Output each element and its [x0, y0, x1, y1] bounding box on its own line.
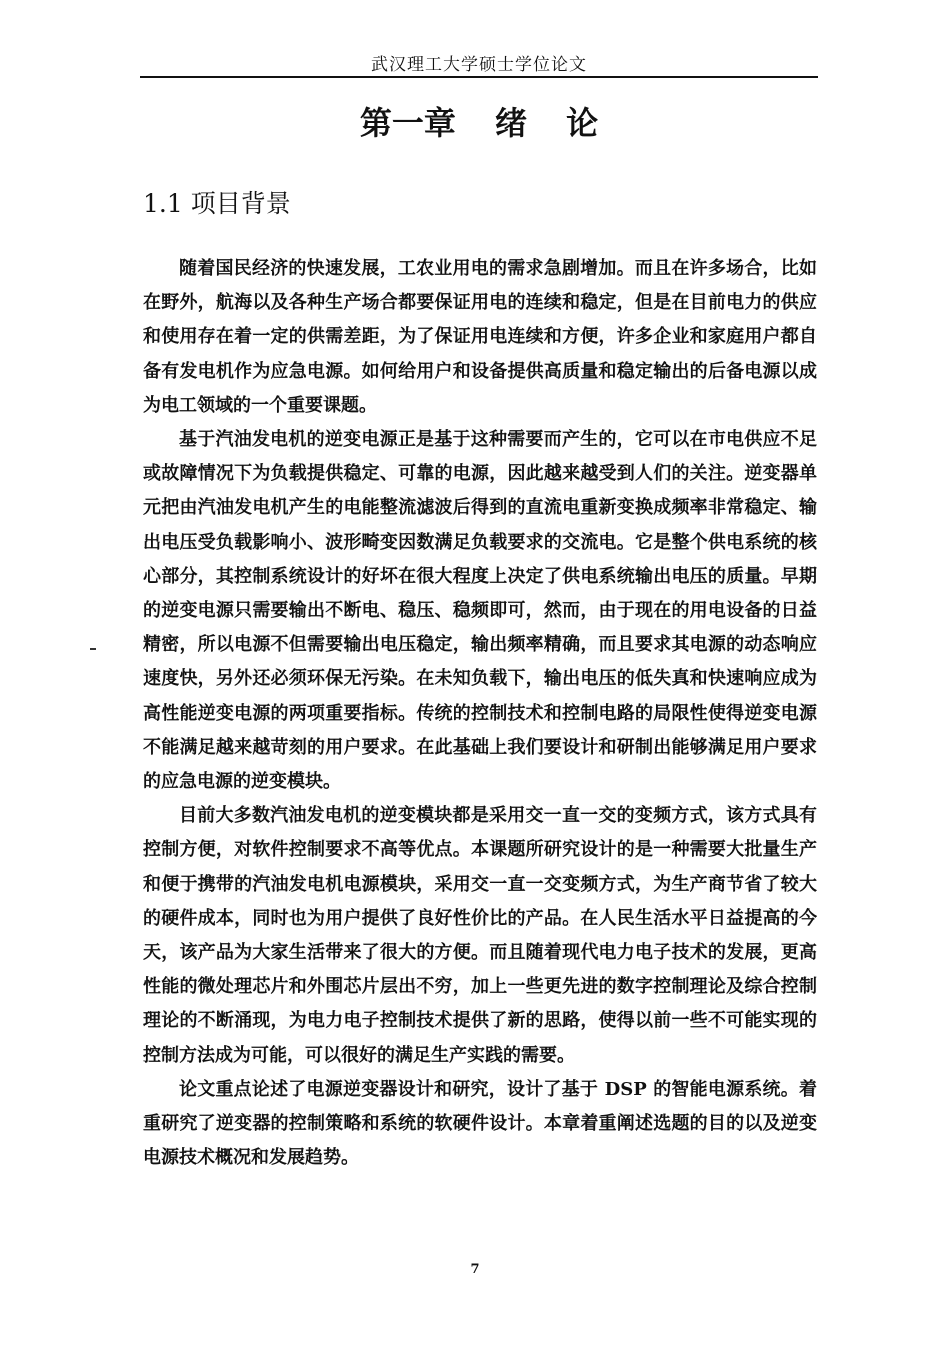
- paragraph: 基于汽油发电机的逆变电源正是基于这种需要而产生的，它可以在市电供应不足或故障情况下为负载提供稳定、可靠的电源，因此越来越受到人们的关注。逆变器单元把由汽油发电机产生的电能整流滤波后得到的直流电重新变换成频率非常稳定、输出电压受负载影响小、波形畸变因数满足负载要求的交流电。它是整个供电系统的核心部分，其控制系统设计的好坏在很大程度上决定了供电系统输出电压的质量。早期的逆变电源只需要输出不断电、稳压、稳频即可，然而，由于现在的用电设备的日益精密，所以电源不但需要输出电压稳定，输出频率精确，而且要求其电源的动态响应速度快，另外还必须环保无污染。在未知负载下，输出电压的低失真和快速响应成为高性能逆变电源的两项重要指标。传统的控制技术和控制电路的局限性使得逆变电源不能满足越来越苛刻的用户要求。在此基础上我们要设计和研制出能够满足用户要求的应急电源的逆变模块。: [143, 429, 817, 793]
- chapter-title: 第一章 绪 论: [359, 104, 599, 142]
- header-rule: [140, 76, 818, 78]
- paragraph: 目前大多数汽油发电机的逆变模块都是采用交一直一交的变频方式，该方式具有控制方便，对软件控制要求不高等优点。本课题所研究设计的是一种需要大批量生产和便于携带的汽油发电机电源模块，采用交一直一交变频方式，为生产商节省了较大的硬件成本，同时也为用户提供了良好性价比的产品。在人民生活水平日益提高的今天，该产品为大家生活带来了很大的方便。而且随着现代电力电子技术的发展，更高性能的微处理芯片和外围芯片层出不穷，加上一些更先进的数字控制理论及综合控制理论的不断涌现，为电力电子控制技术提供了新的思路，使得以前一些不可能实现的控制方法成为可能，可以很好的满足生产实践的需要。: [143, 805, 817, 1066]
- paragraph: 随着国民经济的快速发展，工农业用电的需求急剧增加。而且在许多场合，比如在野外，航海以及各种生产场合都要保证用电的连续和稳定，但是在目前电力的供应和使用存在着一定的供需差距，为了保证用电连续和方便，许多企业和家庭用户都自备有发电机作为应急电源。如何给用户和设备提供高质量和稳定输出的后备电源以成为电工领域的一个重要课题。: [143, 258, 817, 416]
- margin-mark: [90, 648, 96, 650]
- section-heading: 1.1 项目背景: [143, 189, 291, 218]
- page-number: 7: [470, 1262, 480, 1277]
- running-header: 武汉理工大学硕士学位论文: [371, 55, 587, 75]
- body-text: [143, 252, 817, 1175]
- paragraph: 论文重点论述了电源逆变器设计和研究，设计了基于 DSP 的智能电源系统。着重研究了逆变器的控制策略和系统的软硬件设计。本章着重阐述选题的目的以及逆变电源技术概况和发展趋势。: [143, 1078, 817, 1169]
